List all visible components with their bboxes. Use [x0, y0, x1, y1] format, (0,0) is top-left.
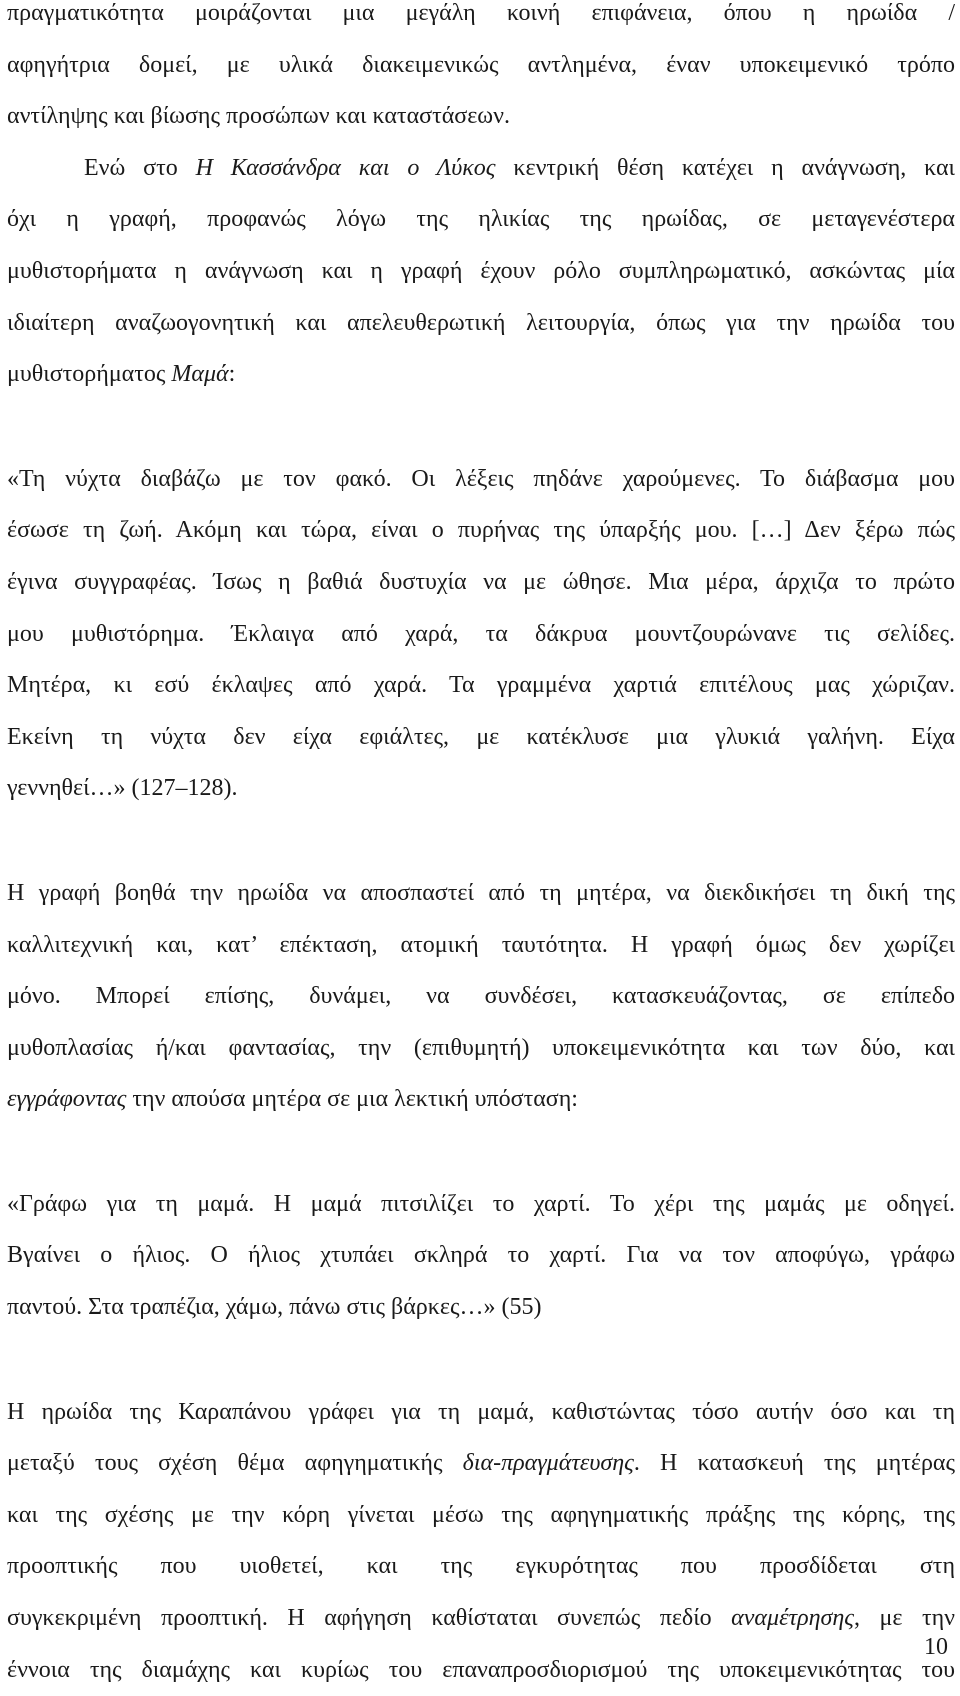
text-line: έγινα συγγραφέας. Ίσως η βαθιά δυστυχία να με ώθησε. Μια μέρα, άρχιζα το πρώτο — [7, 568, 955, 595]
text-line — [7, 1593, 955, 1645]
text-run: : — [228, 361, 236, 388]
text-line — [7, 143, 955, 195]
text-line: Η γραφή βοηθά την ηρωίδα να αποσπαστεί από τη μητέρα, να διεκδικήσει τη δική της — [7, 879, 955, 906]
document-page — [7, 0, 955, 1696]
text-line: αντίληψης και βίωσης προσώπων και καταστάσεων. — [7, 103, 510, 130]
text-run: μεταξύ τους σχέση θέμα αφηγηματικής — [7, 1450, 463, 1477]
emphasized-word: δια-πραγμάτευσης — [462, 1450, 634, 1477]
text-line: έννοια της διαμάχης και κυρίως του επαναπροσδιορισμού της υποκειμενικότητας του — [7, 1656, 955, 1683]
text-line: «Γράφω για τη μαμά. Η μαμά πιτσιλίζει το χαρτί. Το χέρι της μαμάς με οδηγεί. — [7, 1190, 955, 1217]
text-line: προοπτικής που υιοθετεί, και της εγκυρότητας που προσδίδεται στη — [7, 1553, 955, 1580]
text-run: συγκεκριμένη προοπτική. Η αφήγηση καθίσταται συνεπώς πεδίο — [7, 1605, 732, 1632]
text-line: μυθοπλασίας ή/και φαντασίας, την (επιθυμητή) υποκειμενικότητα και των δύο, και — [7, 1034, 955, 1061]
text-line: αφηγήτρια δομεί, με υλικά διακειμενικώς αντλημένα, έναν υποκειμενικό τρόπο — [7, 51, 955, 78]
emphasized-word: εγγράφοντας — [7, 1086, 127, 1113]
book-title: Η Κασσάνδρα και ο Λύκος — [195, 154, 496, 181]
text-line: Εκείνη τη νύχτα δεν είχα εφιάλτες, με κατέκλυσε μια γλυκιά γαλήνη. Είχα — [7, 723, 955, 750]
text-line: Βγαίνει ο ήλιος. Ο ήλιος χτυπάει σκληρά το χαρτί. Για να τον αποφύγω, γράφω — [7, 1242, 955, 1269]
paragraph-3 — [7, 868, 955, 1126]
text-line: Μητέρα, κι εσύ έκλαψες από χαρά. Τα γραμμένα χαρτιά επιτέλους μας χώριζαν. — [7, 672, 955, 699]
text-line: «Τη νύχτα διαβάζω με τον φακό. Οι λέξεις πηδάνε χαρούμενες. Το διάβασμα μου — [7, 465, 955, 492]
text-line: έσωσε τη ζωή. Ακόμη και τώρα, είναι ο πυρήνας της ύπαρξής μου. […] Δεν ξέρω πώς — [7, 517, 955, 544]
text-line: μου μυθιστόρημα. Έκλαιγα από χαρά, τα δάκρυα μουντζουρώνανε τις σελίδες. — [7, 620, 955, 647]
paragraph-2 — [7, 143, 955, 401]
text-run: την απούσα μητέρα σε μια λεκτική υπόσταση: — [126, 1086, 578, 1113]
text-line: πραγματικότητα μοιράζονται μια μεγάλη κοινή επιφάνεια, όπου η ηρωίδα / — [7, 0, 955, 26]
text-line — [7, 1438, 955, 1490]
text-run: κεντρική θέση κατέχει η ανάγνωση, και — [495, 154, 956, 181]
emphasized-word: αναμέτρησης — [731, 1605, 855, 1632]
text-line: γεννηθεί…» (127–128). — [7, 775, 238, 802]
text-line: παντού. Στα τραπέζια, χάμω, πάνω στις βάρκες…» (55) — [7, 1294, 542, 1321]
book-title: Μαμά — [171, 361, 229, 388]
text-line: ιδιαίτερη αναζωογονητική και απελευθερωτική λειτουργία, όπως για την ηρωίδα του — [7, 309, 955, 336]
paragraph-1 — [7, 0, 955, 143]
paragraph-4 — [7, 1387, 955, 1696]
text-run: . Η κατασκευή της μητέρας — [633, 1450, 955, 1477]
text-run: , με την — [854, 1605, 955, 1632]
text-line: και της σχέσης με την κόρη γίνεται μέσω της αφηγηματικής πράξης της κόρης, της — [7, 1501, 955, 1528]
text-line: μόνο. Μπορεί επίσης, δυνάμει, να συνδέσει, κατασκευάζοντας, σε επίπεδο — [7, 983, 955, 1010]
text-line: καλλιτεχνική και, κατ’ επέκταση, ατομική ταυτότητα. Η γραφή όμως δεν χωρίζει — [7, 931, 955, 958]
text-run: μυθιστορήματος — [7, 361, 172, 388]
text-line: όχι η γραφή, προφανώς λόγω της ηλικίας της ηρωίδας, σε μεταγενέστερα — [7, 206, 955, 233]
page-number: 10 — [924, 1634, 948, 1660]
quotation-2 — [7, 1179, 955, 1334]
text-line: Η ηρωίδα της Καραπάνου γράφει για τη μαμά, καθιστώντας τόσο αυτήν όσο και τη — [7, 1398, 955, 1425]
text-run: Ενώ στο — [84, 154, 196, 181]
text-line — [7, 1074, 955, 1126]
text-line: μυθιστορήματα η ανάγνωση και η γραφή έχουν ρόλο συμπληρωματικό, ασκώντας μία — [7, 257, 955, 284]
text-line — [7, 349, 955, 401]
quotation-1 — [7, 454, 955, 815]
